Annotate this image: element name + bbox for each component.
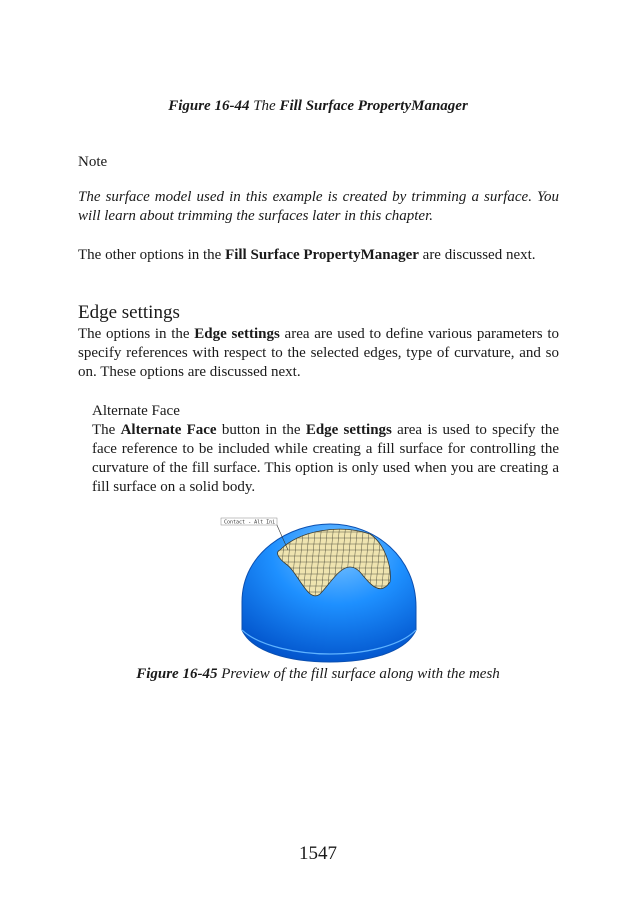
caption-text: Preview of the fill surface along with the mesh: [221, 666, 500, 682]
note-body: The surface model used in this example is created by trimming a surface. You will learn about trimming the surfaces later in this chapter.: [78, 189, 559, 224]
paragraph-other-options: [78, 246, 559, 265]
text-span: area is used to specify the face reference to be included while creating a fill surface for controlling the curvature of the fill surface. This option is only used when you are creating a fill surface on a solid body.: [92, 422, 560, 495]
callout-label: Contact - Alt Ini: [224, 519, 276, 526]
text-span: area are used to define various parameters to specify references with respect to the selected edges, type of curvature, and so on. These options are discussed next.: [78, 326, 559, 380]
caption-label: Figure 16-45: [136, 666, 218, 682]
bold-term: Fill Surface PropertyManager: [225, 247, 419, 263]
caption-label: Figure 16-44: [168, 98, 250, 114]
bold-term: Edge settings: [305, 422, 392, 438]
text-span: button in the: [221, 422, 301, 438]
caption-bold-text: Fill Surface PropertyManager: [279, 98, 468, 114]
caption-text: The: [253, 98, 276, 114]
page-number: 1547: [299, 843, 337, 864]
section-heading-edge-settings: Edge settings: [78, 302, 180, 323]
bold-term: Alternate Face: [120, 422, 217, 438]
text-span: The: [92, 422, 116, 438]
fill-surface-preview-image: [220, 512, 420, 664]
text-span: are discussed next.: [422, 247, 536, 263]
bold-term: Edge settings: [194, 326, 280, 342]
subheading-alternate-face: Alternate Face: [92, 403, 180, 419]
note-text: [78, 188, 559, 226]
figure-caption-16-45: [0, 665, 636, 683]
text-span: The other options in the: [78, 247, 222, 263]
figure-caption-16-44: [0, 97, 636, 115]
paragraph-edge-settings: [78, 325, 559, 382]
paragraph-alternate-face: [92, 421, 559, 497]
text-span: The options in the: [78, 326, 190, 342]
note-title: Note: [78, 154, 108, 170]
